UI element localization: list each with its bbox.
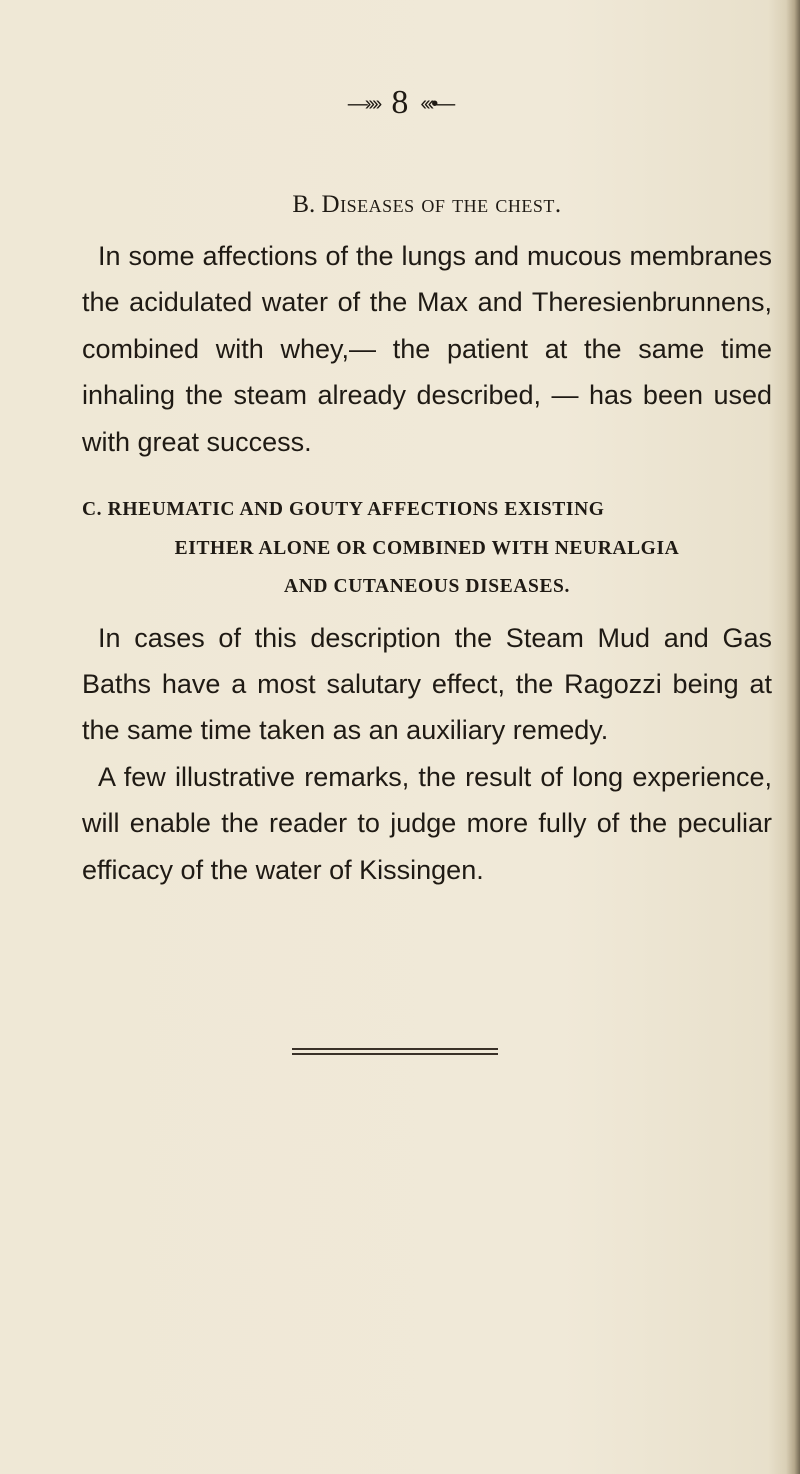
section-b-heading: Diseases of the chest. [321,191,562,218]
page-header [0,82,800,124]
section-c-heading-line-1: C. RHEUMATIC AND GOUTY AFFECTIONS EXISTING [82,499,605,521]
page-edge-shadow [786,0,800,1474]
divider-line-bottom [292,1053,498,1055]
section-c-paragraph-2: A few illustrative remarks, the result of long experience, will enable the reader to judge more fully of the peculiar efficacy of the water of Kissingen. [82,761,772,885]
right-ornament: ‹‹‹•— [420,93,453,116]
section-c-paragraph-1: In cases of this description the Steam Mud and Gas Baths have a most salutary effect, the Ragozzi being at the same time taken as an auxiliary remedy. [82,622,772,746]
section-b-title [82,185,772,225]
section-b-paragraph: In some affections of the lungs and mucous membranes the acidulated water of the Max and Theresienbrunnens, combined with whey,— the patient at the same time inhaling the steam already described, — has been used with great success. [82,241,772,457]
left-ornament: —›››› [347,93,380,116]
section-b-letter: B. [292,191,316,218]
page-content [82,185,772,893]
section-c-heading-line-3: AND CUTANEOUS DISEASES. [284,576,570,598]
section-c-heading-line-2: EITHER ALONE OR COMBINED WITH NEURALGIA [174,537,680,559]
page-number: 8 [391,84,409,121]
section-c-heading [82,491,772,607]
divider-line-top [292,1048,498,1050]
double-rule-divider [292,1048,498,1058]
